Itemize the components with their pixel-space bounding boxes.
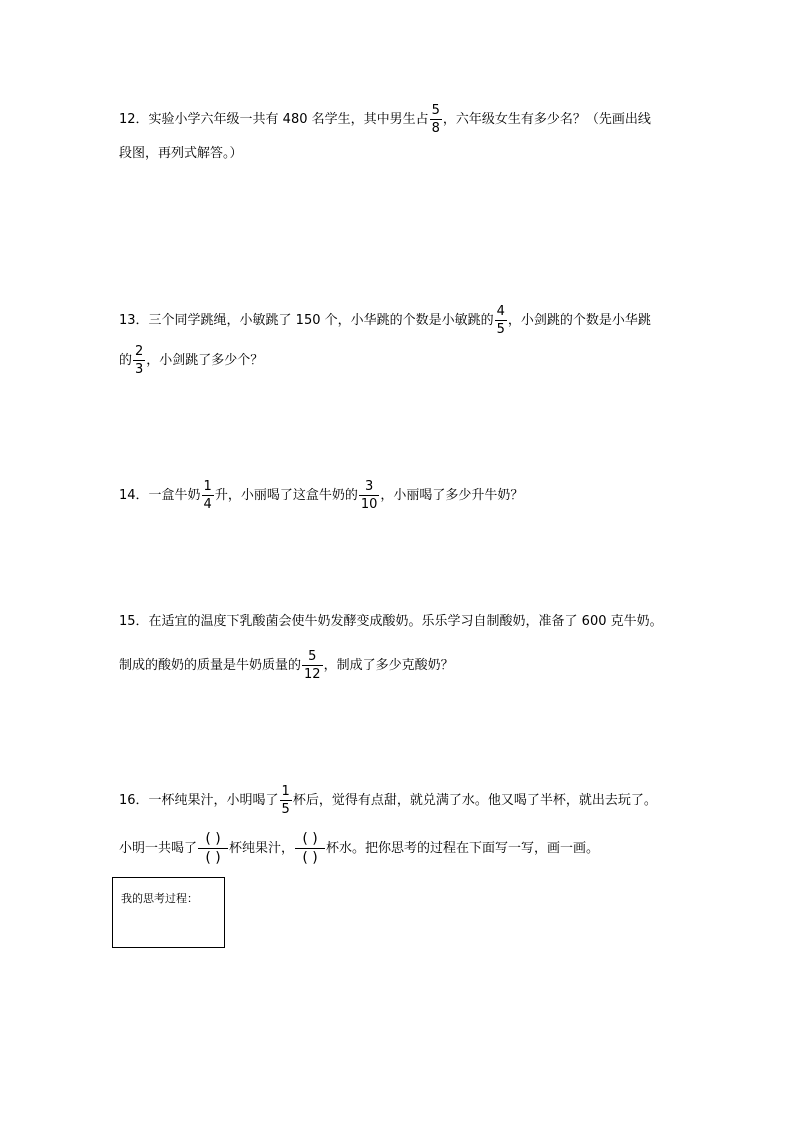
fraction-bar (359, 495, 380, 496)
question-12-line-1 (119, 104, 651, 135)
fraction-1-5 (280, 785, 292, 816)
fraction-denominator: 10 (360, 497, 378, 512)
fraction-denominator: 4 (203, 497, 212, 512)
fraction-bar (495, 320, 507, 321)
fraction-denominator: 5 (496, 322, 505, 337)
question-16-line-1 (119, 785, 657, 816)
answer-blank-juice-fraction[interactable] (198, 832, 228, 865)
fraction-numerator: 2 (135, 344, 144, 359)
q14-text-pre: 14．一盒牛奶 (119, 487, 201, 503)
fraction-numerator: 5 (431, 103, 440, 118)
fraction-bar (302, 665, 323, 666)
q14-text-mid: 升，小丽喝了这盒牛奶的 (214, 487, 358, 503)
q12-text-post: ，六年级女生有多少名？（先画出线 (442, 111, 651, 127)
fraction-denominator: 8 (431, 121, 440, 136)
q16-text-line-2-mid: 杯纯果汁， (229, 840, 295, 856)
answer-blank-water-fraction[interactable] (295, 832, 325, 865)
q13-text-line-2-pre: 的 (119, 352, 133, 368)
q16-text-pre: 16．一杯纯果汁，小明喝了 (119, 792, 279, 808)
fraction-bar (133, 360, 145, 361)
fraction-denominator: 5 (281, 802, 290, 817)
q13-text-line-2-post: ，小剑跳了多少个？ (146, 352, 264, 368)
q13-text-pre: 13．三个同学跳绳，小敏跳了 150 个，小华跳的个数是小敏跳的 (119, 312, 494, 328)
question-15-line-1 (119, 612, 663, 632)
q12-text-line-2: 段图，再列式解答。） (119, 146, 243, 161)
fraction-bar (295, 848, 325, 849)
q12-text-pre: 12．实验小学六年级一共有 480 名学生，其中男生占 (119, 111, 429, 127)
q15-text-line-2-post: ，制成了多少克酸奶？ (323, 657, 454, 673)
q14-text-post: ，小丽喝了多少升牛奶？ (380, 487, 524, 503)
fraction-numerator: 1 (281, 784, 290, 799)
fraction-bar (430, 119, 442, 120)
fraction-numerator: 1 (203, 479, 212, 494)
fraction-2-3 (133, 345, 145, 376)
thinking-process-label: 我的思考过程： (121, 892, 198, 905)
fraction-4-5 (495, 305, 507, 336)
fraction-5-12 (302, 650, 323, 681)
blank-numerator[interactable]: ( ) (302, 831, 318, 847)
question-13-line-1 (119, 305, 651, 336)
question-14-line-1 (119, 480, 523, 511)
fraction-5-8 (430, 104, 442, 135)
q13-text-post: ，小剑跳的个数是小华跳 (507, 312, 651, 328)
q16-text-line-2-post: 杯水。把你思考的过程在下面写一写，画一画。 (326, 840, 600, 856)
fraction-denominator: 12 (304, 667, 321, 682)
blank-numerator[interactable]: ( ) (205, 831, 221, 847)
fraction-1-4 (202, 480, 214, 511)
q15-text-line-1: 15．在适宜的温度下乳酸菌会使牛奶发酵变成酸奶。乐乐学习自制酸奶，准备了 600 克牛奶。 (119, 614, 663, 629)
question-16-line-2 (119, 832, 599, 865)
thinking-process-box[interactable] (112, 877, 225, 948)
question-13-line-2 (119, 345, 263, 376)
fraction-bar (280, 800, 292, 801)
fraction-bar (198, 848, 228, 849)
blank-denominator[interactable]: ( ) (205, 850, 221, 866)
q16-text-post: 杯后，觉得有点甜，就兑满了水。他又喝了半杯，就出去玩了。 (292, 792, 657, 808)
fraction-bar (202, 495, 214, 496)
question-12-line-2 (119, 144, 243, 164)
fraction-numerator: 3 (364, 479, 374, 494)
question-15-line-2 (119, 650, 454, 681)
fraction-numerator: 5 (308, 649, 317, 664)
q15-text-line-2-pre: 制成的酸奶的质量是牛奶质量的 (119, 657, 302, 673)
fraction-denominator: 3 (135, 362, 144, 377)
fraction-numerator: 4 (496, 304, 505, 319)
q16-text-line-2-pre: 小明一共喝了 (119, 840, 198, 856)
blank-denominator[interactable]: ( ) (302, 850, 318, 866)
fraction-3-10 (359, 480, 380, 511)
